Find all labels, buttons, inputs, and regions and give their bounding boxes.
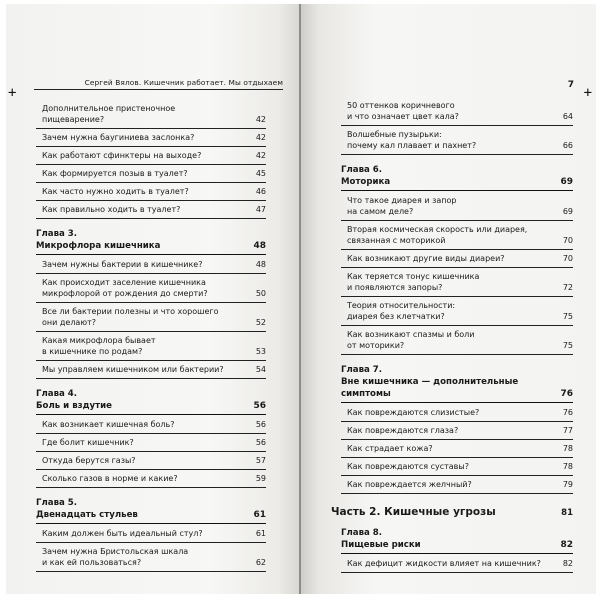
toc-entry-text: Как возникают другие виды диареи? <box>347 254 505 263</box>
toc-entry-text: Пищевые риски <box>341 540 421 550</box>
toc-entry-text: Теория относительности: <box>347 301 456 310</box>
toc-chapter <box>341 164 573 191</box>
toc-chapter <box>36 497 266 524</box>
toc-entry <box>341 407 573 422</box>
toc-page-number: 47 <box>255 205 266 214</box>
toc-entry-text: Как часто нужно ходить в туалет? <box>42 187 189 196</box>
toc-page-number: 48 <box>255 260 266 269</box>
toc-entry <box>36 364 266 379</box>
toc-entry <box>341 129 573 155</box>
toc-entry <box>341 443 573 458</box>
toc-page-number: 76 <box>560 389 573 399</box>
toc-page-number: 56 <box>253 401 266 411</box>
toc-entry <box>36 528 266 543</box>
toc-chapter <box>341 527 573 554</box>
toc-page-number: 57 <box>255 456 266 465</box>
toc-entry <box>341 329 573 355</box>
toc-entry-text: Какая микрофлора бывает <box>42 336 156 345</box>
toc-page-number: 52 <box>255 318 266 327</box>
toc-entry-text: Как теряется тонус кишечника <box>347 272 480 281</box>
toc-entry-text: Как повреждаются слизистые? <box>347 408 480 417</box>
toc-entry-text: Глава 3. <box>36 229 78 239</box>
toc-entry-text: симптомы <box>341 389 391 399</box>
toc-page-number: 61 <box>255 529 266 538</box>
toc-entry-text: Мы управляем кишечником или бактерии? <box>42 365 224 374</box>
toc-entry <box>36 204 266 219</box>
toc-page-number: 81 <box>561 508 573 518</box>
toc-entry-text: Двенадцать стульев <box>36 510 138 520</box>
toc-entry-text: Как повреждается желчный? <box>347 480 472 489</box>
toc-entry-text: Глава 6. <box>341 165 383 175</box>
toc-entry-text: Боль и вздутие <box>36 401 112 411</box>
toc-entry-text: диарея без клетчатки? <box>347 312 445 321</box>
toc-page-number: 50 <box>255 289 266 298</box>
toc-page-number: 53 <box>255 347 266 356</box>
toc-entry <box>341 224 573 250</box>
toc-page-number: 42 <box>255 151 266 160</box>
toc-entry <box>36 306 266 332</box>
toc-entry-text: Как происходит заселение кишечника <box>42 278 206 287</box>
toc-entry <box>36 259 266 274</box>
toc-entry <box>36 419 266 434</box>
toc-entry <box>36 455 266 470</box>
toc-page-number: 70 <box>562 254 573 263</box>
left-page <box>6 4 299 594</box>
toc-page-number: 64 <box>562 112 573 121</box>
crop-mark-icon: + <box>583 85 592 101</box>
toc-entry-text: Как работают сфинктеры на выходе? <box>42 151 202 160</box>
toc-entry-text: они делают? <box>42 318 96 327</box>
toc-entry <box>341 558 573 573</box>
toc-entry <box>341 195 573 221</box>
toc-entry <box>36 277 266 303</box>
toc-entry <box>36 150 266 165</box>
toc-entry-text: Волшебные пузырьки: <box>347 130 442 139</box>
toc-page-number: 82 <box>562 559 573 568</box>
toc-entry-text: связанная с моторикой <box>347 236 446 245</box>
toc-entry <box>341 479 573 494</box>
toc-chapter <box>341 364 573 403</box>
toc-entry-text: Как повреждаются глаза? <box>347 426 459 435</box>
toc-page-number: 45 <box>255 169 266 178</box>
toc-page-number: 62 <box>255 558 266 567</box>
toc-entry-text: и как ей пользоваться? <box>42 558 142 567</box>
toc-entry-text: Каким должен быть идеальный стул? <box>42 529 203 538</box>
toc-page-number: 75 <box>562 312 573 321</box>
toc-entry <box>36 546 266 572</box>
toc-entry-text: Дополнительное пристеночное <box>42 104 176 113</box>
toc-page-number: 69 <box>560 177 573 187</box>
toc-entry-text: Где болит кишечник? <box>42 438 134 447</box>
toc-page-number: 42 <box>255 115 266 124</box>
open-book <box>6 4 596 594</box>
toc-entry-text: Зачем нужна баугиниева заслонка? <box>42 133 195 142</box>
toc-entry <box>36 168 266 183</box>
toc-page-number: 72 <box>562 283 573 292</box>
toc-entry <box>36 437 266 452</box>
toc-entry <box>36 473 266 488</box>
toc-entry-text: Моторика <box>341 177 391 187</box>
toc-entry-text: Как возникают спазмы и боли <box>347 330 475 339</box>
toc-entry-text: Как правильно ходить в туалет? <box>42 205 181 214</box>
toc-entry-text: Все ли бактерии полезны и что хорошего <box>42 307 219 316</box>
toc-page-number: 56 <box>255 438 266 447</box>
toc-page-number: 79 <box>562 480 573 489</box>
page-number: 7 <box>567 80 574 90</box>
toc-entry-text: Как дефицит жидкости влияет на кишечник? <box>347 559 541 568</box>
toc-entry-text: Как возникает кишечная боль? <box>42 420 175 429</box>
toc-page-number: 59 <box>255 474 266 483</box>
toc-entry-text: и появляются запоры? <box>347 283 443 292</box>
toc-entry-text: Часть 2. Кишечные угрозы <box>331 506 496 518</box>
toc-chapter <box>36 388 266 415</box>
toc-entry-text: Что такое диарея и запор <box>347 196 457 205</box>
toc-page-number: 69 <box>562 207 573 216</box>
crop-mark-icon: + <box>8 85 17 101</box>
toc-entry <box>36 335 266 361</box>
toc-entry-text: Глава 5. <box>36 498 78 508</box>
toc-page-number: 66 <box>562 141 573 150</box>
right-toc <box>331 100 573 576</box>
toc-page-number: 78 <box>562 462 573 471</box>
running-head: Сергей Вялов. Кишечник работает. Мы отдыхаем <box>34 78 283 90</box>
right-page <box>301 4 596 594</box>
toc-entry <box>341 100 573 126</box>
toc-page-number: 82 <box>560 540 573 550</box>
toc-page-number: 48 <box>253 241 266 251</box>
toc-page-number: 70 <box>562 236 573 245</box>
toc-entry <box>36 103 266 129</box>
toc-entry-text: от моторики? <box>347 341 405 350</box>
toc-entry-text: Глава 8. <box>341 528 383 538</box>
toc-entry <box>341 300 573 326</box>
toc-entry-text: Вне кишечника — дополнительные <box>341 377 519 387</box>
toc-chapter <box>36 228 266 255</box>
toc-entry <box>341 425 573 440</box>
toc-page-number: 76 <box>562 408 573 417</box>
toc-entry-text: Как страдает кожа? <box>347 444 433 453</box>
toc-entry-text: на самом деле? <box>347 207 414 216</box>
toc-entry-text: почему кал плавает и пахнет? <box>347 141 477 150</box>
toc-entry-text: микрофлорой от рождения до смерти? <box>42 289 208 298</box>
toc-page-number: 78 <box>562 444 573 453</box>
toc-entry-text: пищеварение? <box>42 115 105 124</box>
toc-entry <box>36 132 266 147</box>
toc-entry <box>341 461 573 476</box>
left-toc <box>36 103 266 575</box>
toc-entry-text: Как повреждаются суставы? <box>347 462 469 471</box>
toc-page-number: 46 <box>255 187 266 196</box>
toc-entry <box>341 253 573 268</box>
toc-entry-text: Откуда берутся газы? <box>42 456 136 465</box>
toc-entry-text: 50 оттенков коричневого <box>347 101 455 110</box>
toc-entry <box>341 271 573 297</box>
toc-page-number: 42 <box>255 133 266 142</box>
toc-entry-text: Глава 4. <box>36 389 78 399</box>
toc-page-number: 77 <box>562 426 573 435</box>
toc-part <box>331 506 573 518</box>
toc-page-number: 54 <box>255 365 266 374</box>
toc-entry-text: Сколько газов в норме и какие? <box>42 474 178 483</box>
toc-entry-text: Глава 7. <box>341 365 383 375</box>
toc-entry-text: Вторая космическая скорость или диарея, <box>347 225 528 234</box>
toc-page-number: 61 <box>253 510 266 520</box>
toc-entry-text: Зачем нужна Бристольская шкала <box>42 547 189 556</box>
toc-entry-text: Как формируется позыв в туалет? <box>42 169 188 178</box>
toc-entry-text: Зачем нужны бактерии в кишечнике? <box>42 260 203 269</box>
toc-page-number: 75 <box>562 341 573 350</box>
toc-entry-text: Микрофлора кишечника <box>36 241 161 251</box>
toc-entry <box>36 186 266 201</box>
toc-entry-text: в кишечнике по родам? <box>42 347 143 356</box>
toc-entry-text: и что означает цвет кала? <box>347 112 459 121</box>
toc-page-number: 56 <box>255 420 266 429</box>
